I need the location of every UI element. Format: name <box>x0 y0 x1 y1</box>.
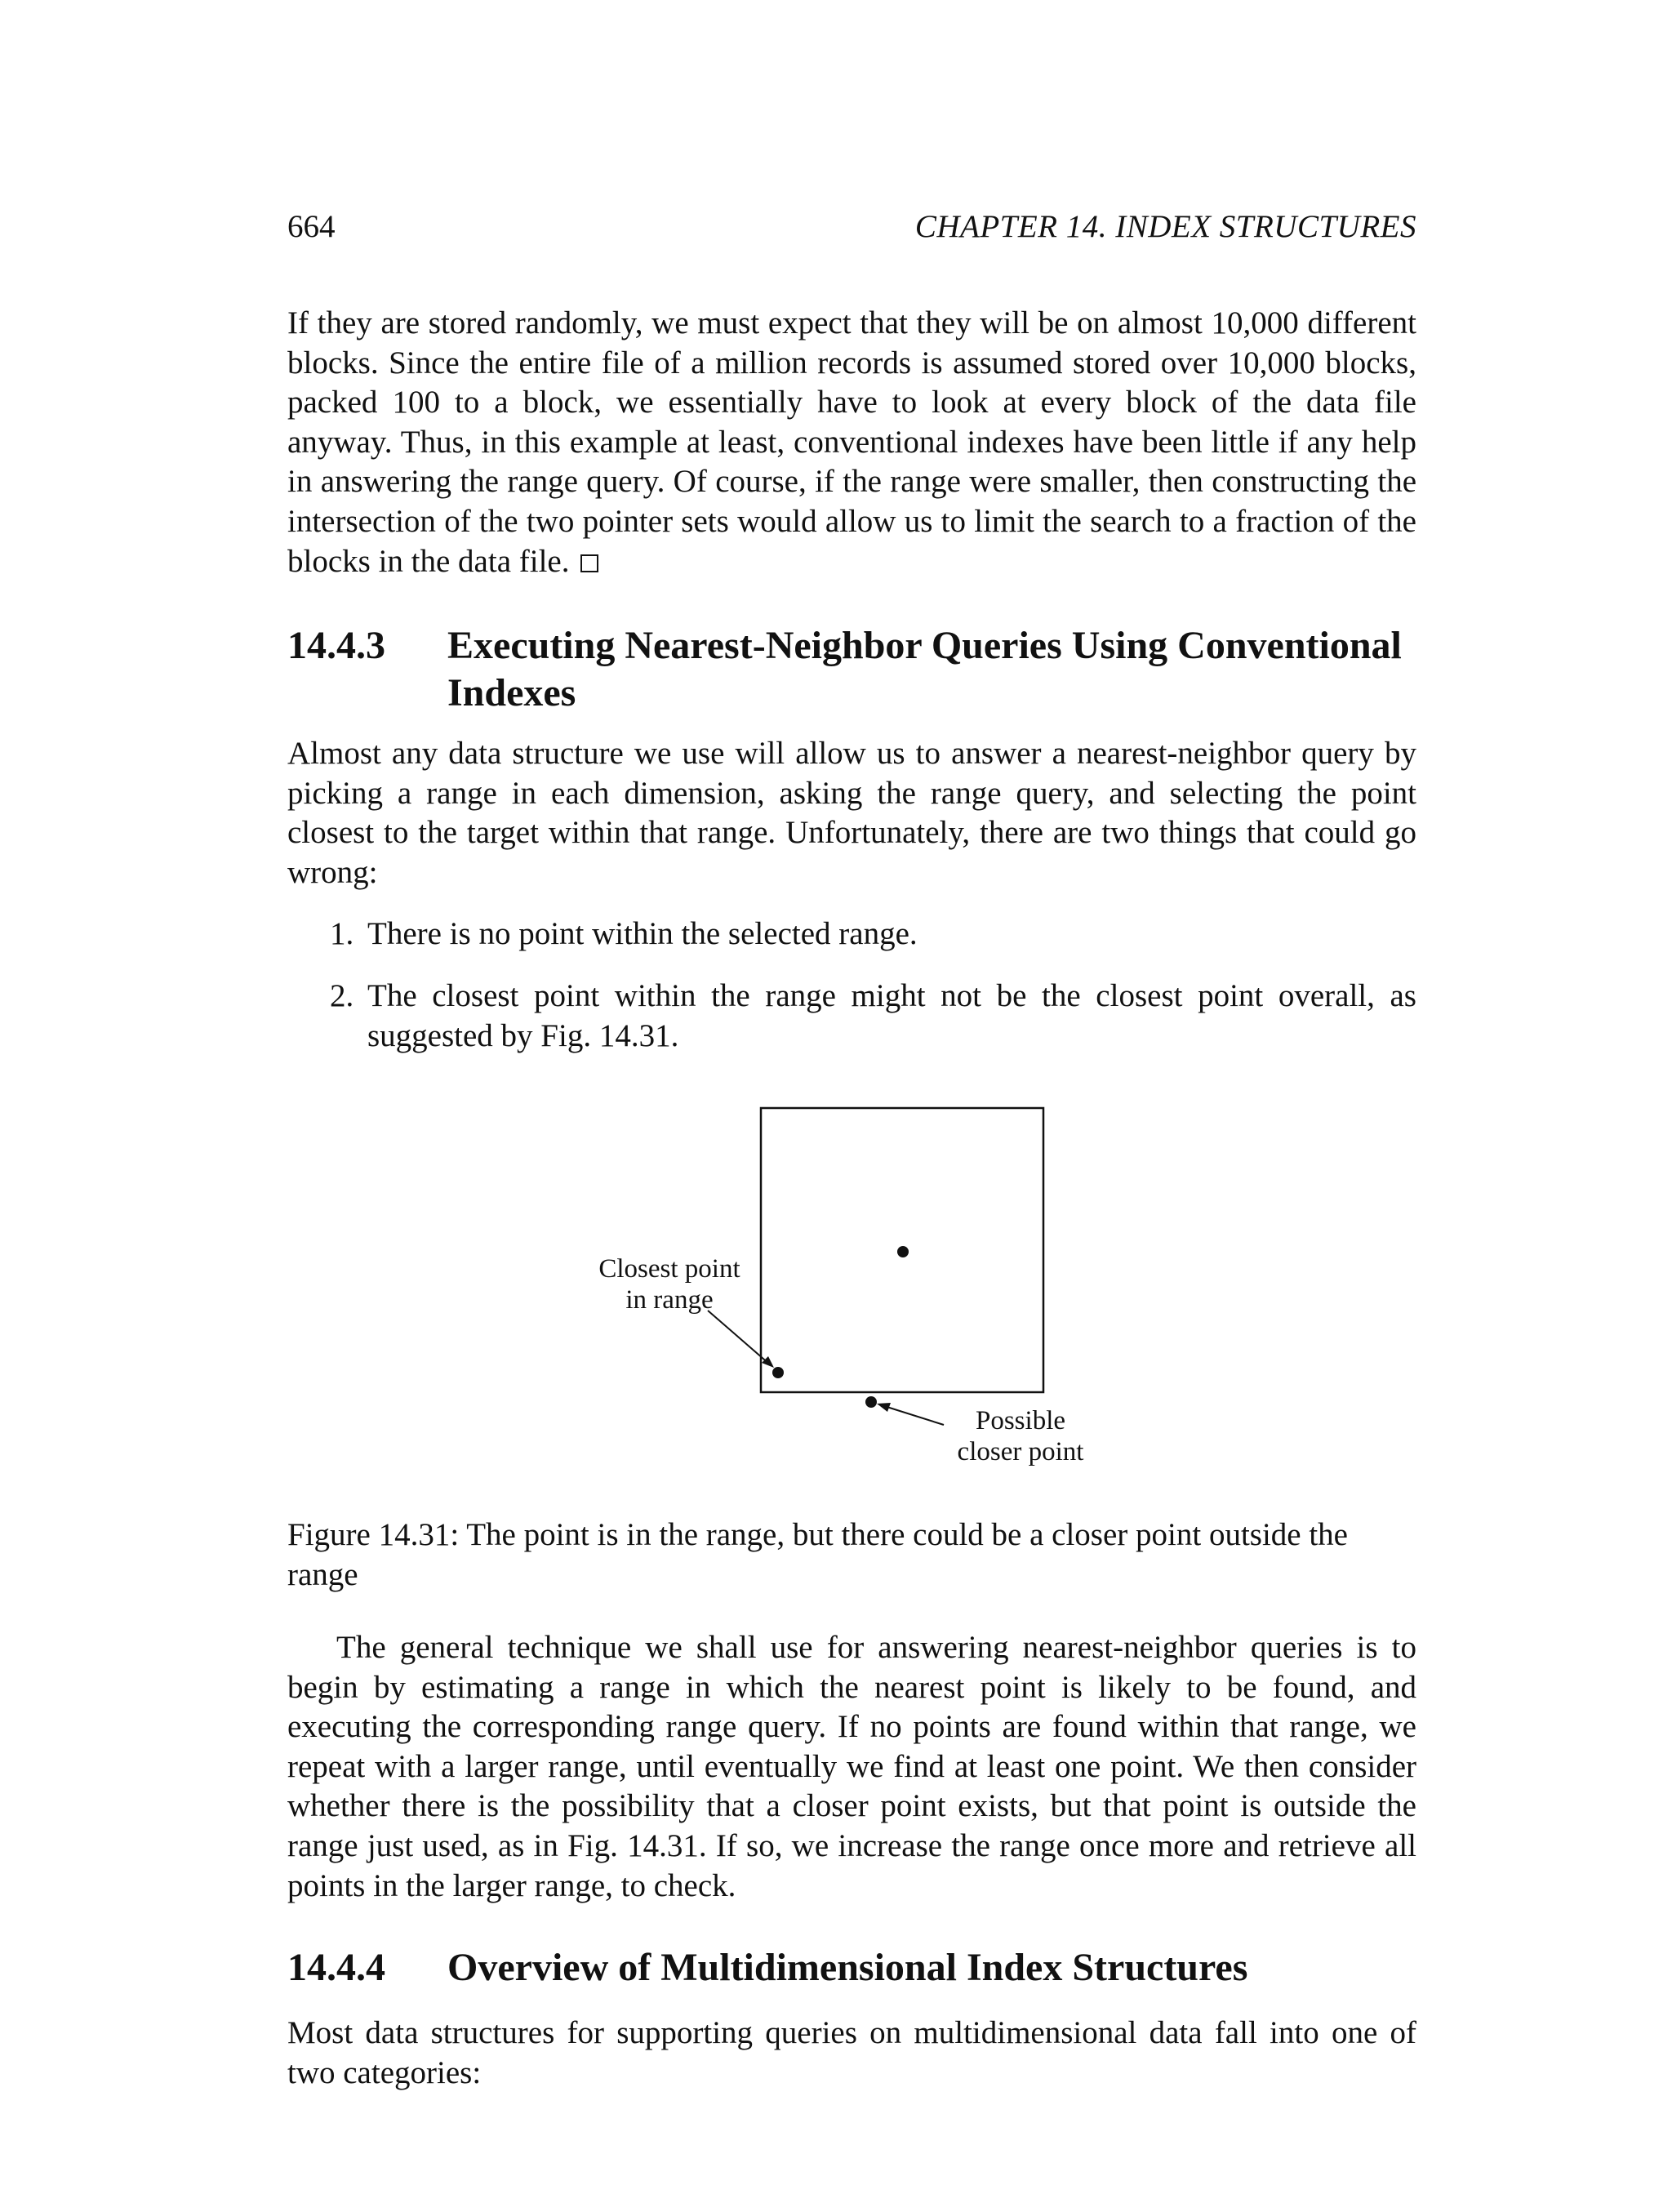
figure-14-31 <box>571 1106 1143 1498</box>
section-title: Overview of Multidimensional Index Structures <box>447 1946 1248 1989</box>
label-line: Closest point <box>598 1254 740 1284</box>
possible-point-arrowhead <box>877 1403 891 1412</box>
list-item-text: There is no point within the selected range. <box>367 916 918 951</box>
figure-caption: Figure 14.31: The point is in the range, but there could be a closer point outside the range <box>287 1517 1348 1592</box>
page-number: 664 <box>287 209 336 244</box>
closest-point-label <box>588 1253 751 1315</box>
paragraph-range-query-conclusion <box>287 304 1416 581</box>
list-item-text: The closest point within the range might not be the closest point overall, as suggested by Fig. 14.31. <box>367 978 1416 1053</box>
label-line: in range <box>625 1285 714 1315</box>
section-title: Executing Nearest-Neighbor Queries Using Conventional Indexes <box>447 624 1402 714</box>
possible-closer-point <box>865 1396 877 1408</box>
section-number: 14.4.4 <box>287 1946 385 1989</box>
data-point <box>897 1246 909 1257</box>
list-marker: 2. <box>330 978 354 1013</box>
running-head <box>287 208 1416 249</box>
label-line: Possible <box>975 1406 1066 1435</box>
end-of-example-box-icon <box>580 554 598 572</box>
closest-point-in-range <box>772 1367 784 1378</box>
paragraph-text: If they are stored randomly, we must expect that they will be on almost 10,000 different blocks. Since the entire file of a million records is assumed stored over 10,000 blocks, packed 100 to a block, we essentially have to look at every block of the data file anyway. Thus, in this example at least, conventional indexes have been little if any help in answering the range query. Of course, if the range were smaller, then constructing the intersection of the two pointer sets would allow us to limit the search to a fraction of the blocks in the data file. <box>287 305 1416 579</box>
label-line: closer point <box>957 1437 1084 1467</box>
list-marker: 1. <box>330 916 354 951</box>
possible-closer-point-label <box>951 1405 1090 1467</box>
paragraph-general-technique: The general technique we shall use for answering nearest-neighbor queries is to begin by estimating a range in which the nearest point is likely to be found, and executing the corresponding range query. If no points are found within that range, we repeat with a larger range, until eventually we find at least one point. We then consider whether there is the possibility that a closer point exists, but that point is outside the range just used, as in Fig. 14.31. If so, we increase the range once more and retrieve all points in the larger range, to check. <box>287 1630 1416 1903</box>
section-number: 14.4.3 <box>287 624 385 667</box>
chapter-title: CHAPTER 14. INDEX STRUCTURES <box>914 209 1416 244</box>
possible-point-leader-line <box>882 1405 944 1425</box>
paragraph-nearest-neighbor-intro: Almost any data structure we use will allow us to answer a nearest-neighbor query by picking a range in each dimension, asking the range query, and selecting the point closest to the target within that range. Unfortunately, there are two things that could go wrong: <box>287 736 1416 890</box>
paragraph-multidimensional-intro: Most data structures for supporting queries on multidimensional data fall into one of two categories: <box>287 2015 1416 2090</box>
